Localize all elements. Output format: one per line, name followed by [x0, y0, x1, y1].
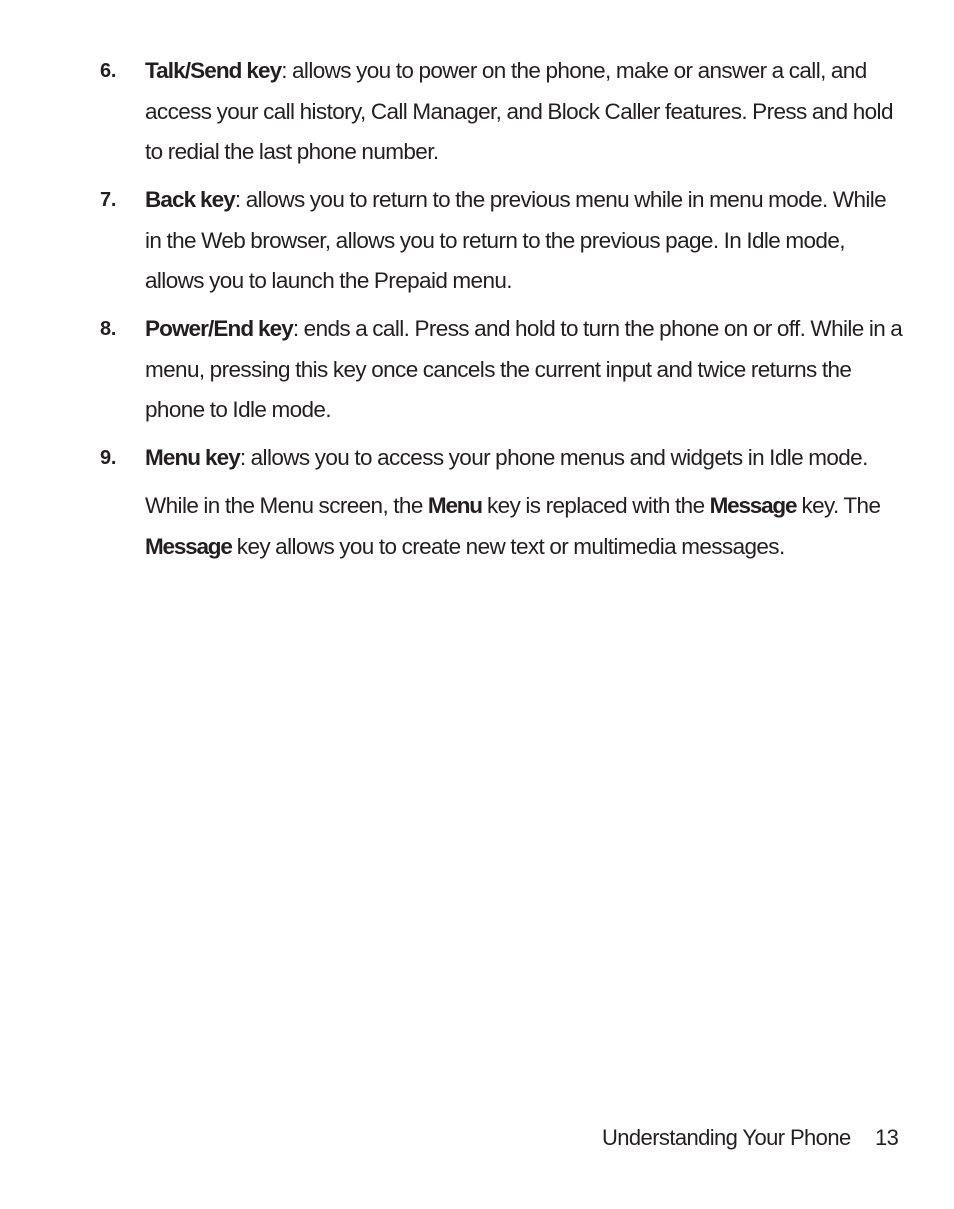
item-text: [145, 51, 905, 173]
note-message-term: Message: [145, 533, 232, 559]
footer-page-number: 13: [875, 1125, 899, 1150]
item-text: [145, 438, 905, 479]
item-description: : allows you to power on the phone, make or answer a call, and access your call history, Call Manager, and Block Caller features. Press and hold to redial the last phone number.: [145, 58, 893, 164]
footer-section-title: Understanding Your Phone: [602, 1125, 851, 1150]
item-number: 6.: [100, 60, 117, 82]
item-number: 9.: [100, 447, 117, 469]
item-number: 8.: [100, 318, 117, 340]
item-text: [145, 309, 905, 431]
item-term: Menu key: [145, 445, 240, 470]
item-number: 7.: [100, 189, 117, 211]
note-text: key allows you to create new text or multimedia messages.: [231, 533, 785, 559]
item-term: Back key: [145, 187, 235, 212]
item-term: Power/End key: [145, 316, 293, 341]
item-term: Talk/Send key: [145, 58, 282, 83]
menu-key-note-paragraph: [145, 486, 905, 567]
item-description: : ends a call. Press and hold to turn the phone on or off. While in a menu, pressing this key once cancels the current input and twice returns the phone to Idle mode.: [145, 316, 903, 422]
item-description: : allows you to access your phone menus and widgets in Idle mode.: [239, 445, 868, 470]
note-text: key is replaced with the: [481, 493, 710, 518]
note-menu-term: Menu: [427, 493, 482, 518]
item-text: [145, 180, 905, 302]
note-message-term: Message: [709, 493, 797, 518]
item-description: : allows you to return to the previous menu while in menu mode. While in the Web browser, allows you to return to the previous page. In Idle mode, allows you to launch the Prepaid menu.: [145, 187, 887, 293]
note-text: key. The: [796, 493, 881, 518]
note-text: While in the Menu screen, the: [145, 493, 428, 518]
